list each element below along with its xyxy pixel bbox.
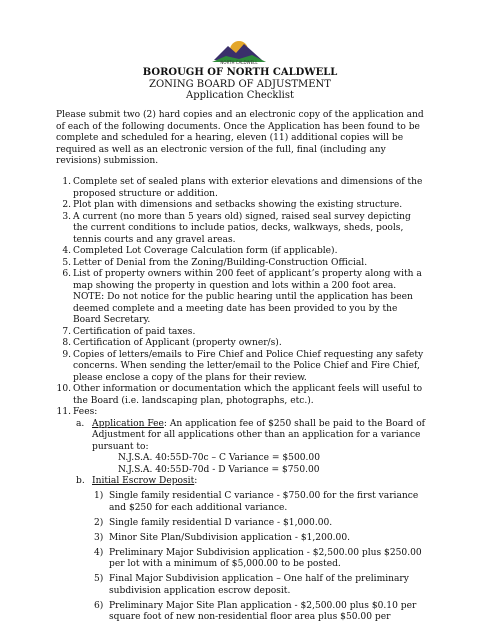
escrow-number: 6)	[94, 600, 104, 611]
item-text: Completed Lot Coverage Calculation form (if applicable).	[73, 246, 338, 256]
item-text: List of property owners within 200 feet of applicant’s property along with a map showing the property in question and lots within a 200 foot area. NOTE: Do not notice for the public hearing until the application has been deemed complete and a meeting date has been provided to you by the Board Secretary.	[73, 269, 422, 325]
escrow-item	[56, 574, 426, 597]
item-number: 3.	[62, 211, 71, 222]
item-number: 2.	[62, 200, 71, 210]
borough-name: BOROUGH OF NORTH CALDWELL	[142, 67, 338, 78]
item-text: Certification of paid taxes.	[73, 326, 196, 337]
fee-title: Application Fee	[92, 418, 164, 429]
escrow-text: Single family residential C variance - $750.00 for the first variance and $250 for each additional variance.	[109, 491, 419, 513]
checklist-item	[56, 350, 426, 385]
item-number: 1.	[62, 177, 71, 187]
escrow-item	[56, 518, 426, 530]
item-text: Plot plan with dimensions and setbacks showing the existing structure.	[73, 200, 403, 210]
fee-label: a.	[76, 418, 85, 429]
checklist-item	[56, 246, 426, 258]
logo-caption: NORTH CALDWELL	[220, 60, 258, 65]
item-number: 5.	[62, 257, 71, 268]
item-number: 7.	[62, 326, 71, 337]
document-header	[0, 67, 480, 102]
fee-text: : An application fee of $250 shall be paid to the Board of Adjustment for all applications other than an application for a variance pursuant to:	[92, 418, 426, 452]
item-text: Other information or documentation which the applicant feels will useful to the Board (i.e. landscaping plan, photographs, etc.).	[73, 384, 423, 406]
escrow-text: Single family residential D variance - $1,000.00.	[109, 517, 333, 528]
item-text: Complete set of sealed plans with exterior elevations and dimensions of the proposed structure or addition.	[73, 177, 423, 199]
item-number: 9.	[62, 349, 71, 360]
item-number: 4.	[62, 246, 71, 256]
escrow-text: Final Major Subdivision application – One half of the preliminary subdivision application escrow deposit.	[109, 574, 409, 596]
checklist-item	[56, 177, 426, 200]
intro-paragraph: Please submit two (2) hard copies and an electronic copy of the application and of each of the following documents. Once the Application has been found to be complete and scheduled for a hearing, eleven (11) additional copies will be required as well as an electronic version of the full, final (including any revisions) submission.	[56, 110, 424, 166]
board-name: ZONING BOARD OF ADJUSTMENT	[149, 78, 331, 90]
escrow-number: 1)	[94, 491, 104, 501]
escrow-number: 4)	[94, 547, 104, 558]
escrow-number: 5)	[94, 574, 104, 584]
item-text: Copies of letters/emails to Fire Chief and Police Chief requesting any safety concerns. When sending the letter/email to the Police Chief and Fire Chief, please enclose a copy of the plans for their review.	[73, 349, 424, 383]
escrow-item	[56, 601, 426, 624]
variance-line: N.J.S.A. 40:55D-70d - D Variance = $750.00	[118, 464, 320, 475]
fee-colon: :	[194, 476, 198, 486]
escrow-number: 3)	[94, 532, 104, 543]
escrow-text: Preliminary Major Site Plan application - $2,500.00 plus $0.10 per square foot of new non-residential floor area plus $50.00 per	[109, 600, 417, 622]
escrow-text: Preliminary Major Subdivision application - $2,500.00 plus $250.00 per lot with a minimum of $5,000.00 to be posted.	[109, 547, 422, 569]
checklist-item	[56, 269, 426, 327]
checklist-item	[56, 212, 426, 247]
item-number: 6.	[62, 269, 71, 279]
fee-label: b.	[76, 476, 85, 486]
escrow-item	[56, 533, 426, 545]
item-text: Certification of Applicant (property owner/s).	[73, 338, 282, 348]
checklist-item	[56, 407, 426, 419]
item-text: Letter of Denial from the Zoning/Building-Construction Official.	[73, 257, 368, 268]
fee-application	[56, 419, 426, 454]
checklist-item	[56, 338, 426, 350]
item-text: Fees:	[73, 407, 98, 417]
fee-escrow	[56, 476, 426, 488]
document-title: Application Checklist	[185, 90, 295, 101]
escrow-number: 2)	[94, 517, 104, 528]
checklist-item	[56, 200, 426, 212]
item-number: 11.	[56, 407, 71, 417]
escrow-item	[56, 548, 426, 571]
item-number: 8.	[62, 338, 71, 348]
fee-title: Initial Escrow Deposit	[92, 476, 195, 486]
escrow-item	[56, 491, 426, 514]
item-number: 10.	[56, 384, 71, 394]
checklist	[56, 177, 426, 627]
checklist-item	[56, 258, 426, 270]
escrow-text: Minor Site Plan/Subdivision application - $1,200.00.	[109, 532, 351, 543]
checklist-item	[56, 327, 426, 339]
variance-line: N.J.S.A. 40:55D-70c – C Variance = $500.00	[118, 453, 320, 463]
checklist-item	[56, 384, 426, 407]
item-text: A current (no more than 5 years old) signed, raised seal survey depicting the current conditions to include patios, decks, walkways, sheds, pools, tennis courts and any gravel areas.	[73, 211, 411, 245]
